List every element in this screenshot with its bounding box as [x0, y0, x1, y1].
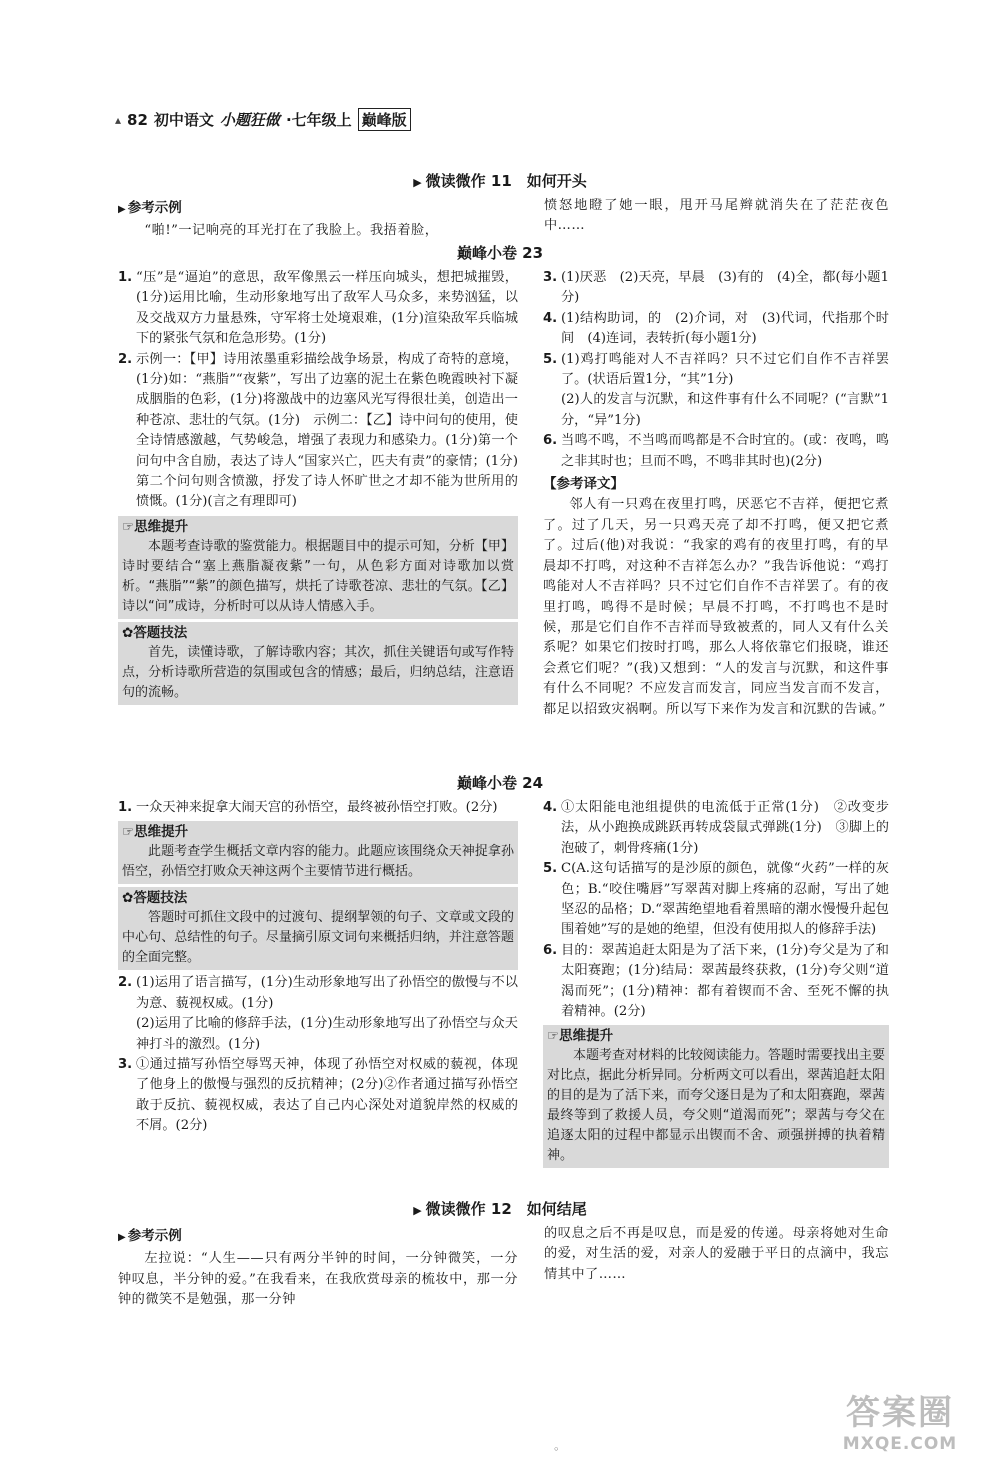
page-number: 82: [127, 110, 148, 129]
translation-heading: 【参考译文】: [543, 476, 624, 493]
section-11-title: ▶ 微读微作 11 如何开头: [413, 172, 587, 190]
quiz-23-q2: 2. 示例一：【甲】诗用浓墨重彩描绘战争场景，构成了奇特的意境，(1分)如：“燕脂”“夜紫”，写出了边塞的泥土在紫色晚霞映衬下凝成胭脂的色彩，(1分)将激战中的边塞风光写得很壮美，创造出一种苍凉、悲壮的气氛。(1分) 示例二：【乙】诗中问句的使用，使全诗情感激越，气势峻急，增强了表现力和感染力。(1分)第一个问句中含自励，表达了诗人“国家兴亡，匹夫有责”的豪情；(1分)第二个问句则含愤激，抒发了诗人怀旷世之才却不能为世所用的愤慨。(1分)(言之有理即可): [118, 351, 518, 510]
quiz-23-think-box: ☞思维提升 本题考查诗歌的鉴赏能力。根据题目中的提示可知，分析【甲】诗时要结合“塞上燕脂凝夜紫”一句，从色彩方面对诗歌加以赏析。“燕脂”“紫”的颜色描写，烘托了诗歌苍凉、悲壮的气氛。【乙】诗以“问”成诗，分析时可以从诗人情感入手。: [118, 516, 518, 619]
quiz-23-q1: 1. “压”是“逼迫”的意思，敌军像黑云一样压向城头，想把城摧毁，(1分)运用比喻，生动形象地写出了敌军人马众多，来势汹猛，以及交战双方力量悬殊，守军将士处境艰难，(1分)渲染敌军兵临城下的紧张气氛和危急形势。(1分): [118, 270, 518, 347]
gear-icon: ✿: [122, 890, 134, 907]
section-11-left: [118, 196, 508, 242]
section-11-left-text: “啪!”一记响亮的耳光打在了我脸上。我捂着脸，: [144, 223, 439, 239]
quiz-23-q4: 4. (1)结构助词，的 (2)介词，对 (3)代词，代指那个时间 (4)连词，表转折(每小题1分): [543, 310, 889, 347]
edition-badge: 巅峰版: [358, 108, 411, 131]
quiz-24-tips-box: ✿答题技法 答题时可抓住文段中的过渡句、提纲挈领的句子、文章或文段的中心句、总结性的句子。尽量摘引原文词句来概括归纳，并注意答题的全面完整。: [118, 887, 518, 970]
quiz-24-q3: 3. ①通过描写孙悟空辱骂天神，体现了孙悟空对权威的藐视，体现了他身上的傲慢与强烈的反抗精神；(2分)②作者通过描写孙悟空敢于反抗、藐视权威，表达了自己内心深处对道貌岸然的权威的不屑。(2分): [118, 1057, 518, 1134]
arrow-marker-icon: ▶: [413, 1204, 422, 1217]
quiz-24-left: [118, 798, 518, 1137]
arrow-marker-icon: ▶: [118, 204, 126, 215]
quiz-23-title: 巅峰小卷 23: [456, 244, 544, 262]
quiz-24-think-box-right: ☞思维提升 本题考查对材料的比较阅读能力。答题时需要找出主要对比点，据此分析异同。分析两文可以看出，翠茜追赶太阳的目的是为了活下来，而夸父逐日是为了和太阳赛跑，翠茜最终等到了救援人员，夸父则“道渴而死”；翠茜与夸父在追逐太阳的过程中都显示出锲而不舍、顽强拼搏的执着精神。: [543, 1025, 889, 1168]
section-12-left: [118, 1224, 518, 1311]
quiz-23-q5: 5. (1)鸡打鸣能对人不吉祥吗？只不过它们自作不吉祥罢了。(状语后置1分，“其”1分) (2)人的发言与沉默，和这件事有什么不同呢？(“言默”1分，“异”1分): [543, 351, 889, 428]
watermark-logo: 答案圈 MXQE.COM: [842, 1393, 958, 1454]
section-12-heading: ▶ 参考示例: [118, 1228, 182, 1244]
translation-text: 邻人有一只鸡在夜里打鸣，厌恶它不吉祥，便把它煮了。过了几天，另一只鸡天亮了却不打鸣，便又把它煮了。过后(他)对我说：“我家的鸡有的夜里打鸣，有的早晨却不打鸣，对这种不吉祥怎么办？”我告诉他说：“鸡打鸣能对人不吉祥吗？只不过它们自作不吉祥罢了。有的夜里打鸣，鸣得不是时候；早晨不打鸣，不打鸣也不是时候，那是它们自作不吉祥而导致被煮的，同人又有什么关系呢？如果它们按时打鸣，那么人将依靠它们报晓，谁还会煮它们呢？”(我)又想到：“人的发言与沉默，和这件事有什么不同呢？不应发言而发言，同应当发言而不发言，都足以招致灾祸啊。所以写下来作为发言和沉默的告诫。”: [543, 497, 889, 717]
triangle-icon: ▴: [115, 112, 122, 127]
arrow-marker-icon: ▶: [413, 176, 422, 189]
hand-icon: ☞: [122, 824, 135, 841]
quiz-24-q5: 5. C(A.这句话描写的是沙原的颜色，就像“火药”一样的灰色；B.“咬住嘴唇”写翠茜对脚上疼痛的忍耐，写出了她坚忍的品格；D.“翠茜绝望地看着黑暗的潮水慢慢升起包围着她”写的是她的绝望，但没有使用拟人的修辞手法): [543, 861, 889, 938]
grade: ·七年级上: [285, 111, 352, 129]
quiz-24-q1: 1. 一众天神来捉拿大闹天宫的孙悟空，最终被孙悟空打败。(2分): [118, 800, 498, 815]
section-11-heading: ▶ 参考示例: [118, 200, 182, 216]
arrow-marker-icon: ▶: [118, 1232, 126, 1243]
quiz-23-left: [118, 268, 518, 708]
page-header: [115, 108, 411, 131]
section-12-left-text: 左拉说：“人生——只有两分半钟的时间，一分钟微笑，一分钟叹息，半分钟的爱。”在我看来，在我欣赏母亲的梳妆中，那一分钟的微笑不是勉强，那一分钟: [118, 1251, 518, 1308]
quiz-24-think-box: ☞思维提升 此题考查学生概括文章内容的能力。此题应该围绕众天神捉拿孙悟空，孙悟空打败众天神这两个主要情节进行概括。: [118, 821, 518, 884]
hand-icon: ☞: [122, 518, 135, 535]
quiz-24-right: [543, 798, 889, 1171]
quiz-23-q3: 3. (1)厌恶 (2)天亮，早晨 (3)有的 (4)全，都(每小题1分): [543, 270, 889, 306]
quiz-23-q6: 6. 当鸣不鸣，不当鸣而鸣都是不合时宜的。(或：夜鸣，鸣之非其时也；旦而不鸣，不鸣非其时也)(2分): [543, 433, 889, 469]
series-name: 小题狂做: [219, 111, 280, 129]
gear-icon: ✿: [122, 624, 134, 641]
quiz-23-tips-box: ✿答题技法 首先，读懂诗歌，了解诗歌内容；其次，抓住关键语句或写作特点，分析诗歌所营造的氛围或包含的情感；最后，归纳总结，注意语句的流畅。: [118, 622, 518, 705]
quiz-24-q6: 6. 目的：翠茜追赶太阳是为了活下来，(1分)夸父是为了和太阳赛跑；(1分)结局：翠茜最终获救，(1分)夸父则“道渴而死”；(1分)精神：都有着锲而不舍、至死不懈的执着精神。(2分): [543, 942, 889, 1020]
section-11-right-text: 愤怒地瞪了她一眼，甩开马尾辫就消失在了茫茫夜色中……: [544, 198, 889, 234]
page-mark: ◦: [553, 1443, 560, 1456]
section-12-title: ▶ 微读微作 12 如何结尾: [413, 1200, 587, 1218]
quiz-24-q2: 2. (1)运用了语言描写，(1分)生动形象地写出了孙悟空的傲慢与不以为意、藐视权威。(1分) (2)运用了比喻的修辞手法，(1分)生动形象地写出了孙悟空与众天神打斗的激烈。(1分): [118, 975, 518, 1052]
quiz-23-right: [543, 268, 889, 720]
section-12-right-text: 的叹息之后不再是叹息，而是爱的传递。母亲将她对生命的爱，对生活的爱，对亲人的爱融于平日的点滴中，我忘情其中了……: [544, 1226, 889, 1282]
quiz-24-q4: 4. ①太阳能电池组提供的电流低于正常(1分) ②改变步法，从小跑换成跳跃再转成袋鼠式弹跳(1分) ③脚上的泡破了，刺骨疼痛(1分): [543, 800, 889, 856]
book-title: 初中语文: [153, 111, 214, 129]
hand-icon: ☞: [547, 1028, 560, 1045]
quiz-24-title: 巅峰小卷 24: [456, 774, 544, 792]
